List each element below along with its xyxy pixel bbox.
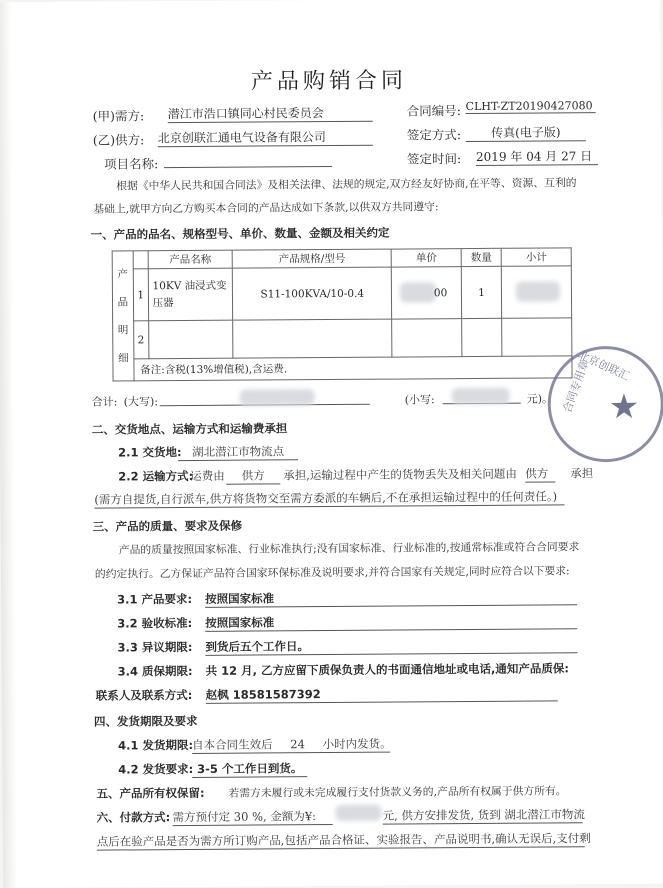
ownership-text: 若需方未履行或未完成履行支付货款义务的,产品所有权属于供方所有。 — [228, 784, 567, 800]
contract-no-value: CLHT-ZT20190427080 — [466, 99, 596, 114]
product-req-label: 3.1 产品要求: — [117, 591, 193, 607]
row-qty: 1 — [461, 266, 502, 318]
header-qty: 数量 — [461, 248, 501, 266]
acceptance-value: 按照国家标准 — [205, 612, 577, 632]
header-name: 产品名称 — [148, 250, 233, 269]
transport-party-2: 供方 — [525, 465, 555, 482]
ship-req-value: 3-5 个工作日到货。 — [192, 760, 307, 778]
sign-time-label: 签定时间: — [406, 151, 462, 167]
row-index: 1 — [133, 269, 148, 321]
contract-no-label: 合同编号: — [406, 103, 461, 119]
seal-star-icon: ★ — [608, 386, 640, 428]
delivery-place-label: 2.1 交货地: — [118, 445, 182, 460]
section-5-title: 五、产品所有权保留: — [96, 785, 205, 801]
party-b-label: (乙)供方: — [92, 132, 145, 148]
project-label: 项目名称: — [103, 156, 159, 172]
sign-time-value: 2019 年 04 月 27 日 — [476, 147, 598, 166]
payment-line-1a: 需方预付定 30 %, 金额为¥: — [173, 808, 333, 826]
header-subtotal: 小计 — [501, 248, 571, 266]
redacted-payment-amount — [336, 805, 382, 821]
warranty-value: 共 12 月, 乙方应留下质保负责人的书面通信地址或电话,通知产品质保: — [205, 661, 569, 678]
redacted-price — [400, 282, 436, 302]
contact-value: 赵枫 18581587392 — [206, 684, 558, 703]
total-lower-label: (小写: — [404, 393, 435, 407]
section-3-title: 三、产品的质量、要求及保修 — [92, 518, 243, 534]
seal-text-bottom: 合同专用章 — [560, 358, 592, 415]
product-req-value: 按照国家标准 — [205, 588, 577, 608]
header-spec: 产品规格/型号 — [233, 249, 392, 268]
delivery-place-value: 湖北潜江市物流点 — [178, 443, 298, 461]
quality-para-1: 产品的质量按照国家标准、行业标准执行;没有国家标准、行业标准的,按通常标准或符合合同要求 — [118, 540, 580, 557]
product-table — [112, 247, 573, 381]
redacted-subtotal — [516, 281, 560, 301]
preamble-line-2: 基础上,就甲方向乙方购买本合同的产品达成如下条款,以供双方共同遵守: — [93, 200, 439, 216]
payment-line-1b: 元, 供方安排发货, 货到 湖北潜江市物流 — [382, 807, 585, 823]
warranty-label: 3.4 质保期限: — [117, 663, 193, 679]
row-spec: S11-100KVA/10-0.4 — [233, 267, 392, 320]
transport-party-1: 供方 — [226, 467, 280, 484]
table-row — [112, 266, 571, 321]
section-4-title: 四、发货期限及要求 — [93, 713, 198, 729]
redacted-total-upper — [240, 389, 315, 406]
objection-value: 到货后五个工作日。 — [205, 636, 577, 656]
ship-period-line: 自本合同生效后 24 小时内发货。 — [192, 736, 392, 752]
transport-text-2: 承担,运输过程中产生的货物丢失及相关问题由 — [283, 466, 517, 483]
preamble-line-1: 根据《中华人民共和国合同法》及相关法律、法规的规定,双方经友好协商,在平等、资源、互利的 — [116, 176, 577, 193]
section-2-title: 二、交货地点、运输方式和运输费承担 — [91, 421, 288, 437]
total-label: 合计: — [91, 395, 118, 409]
party-a-value: 潜江市浩口镇同心村民委员会 — [168, 104, 373, 123]
acceptance-label: 3.2 验收标准: — [117, 615, 193, 631]
party-b-value: 北京创联汇通电气设备有限公司 — [158, 128, 373, 148]
total-upper-label: (大写): — [123, 395, 159, 409]
table-row — [113, 318, 572, 359]
header-price: 单价 — [391, 249, 461, 267]
seal-text-top: 北京创联汇 — [576, 348, 632, 383]
transport-label: 2.2 运输方式: — [118, 468, 194, 484]
row-price: 00 — [392, 267, 462, 319]
ship-req-label: 4.2 发货要求: — [118, 761, 194, 777]
row-index: 2 — [133, 321, 148, 359]
company-seal — [547, 346, 663, 463]
document-title: 产品购销合同 — [250, 68, 408, 95]
row-product-name: 10KV 油浸式变 压器 — [148, 268, 233, 321]
payment-line-2: 点后在验产品是否为需方所订购产品,包括产品合格证、实验报告、产品说明书,确认无误后,支付剩 — [96, 831, 591, 849]
transport-text-1: 运费由 — [190, 468, 225, 483]
section-6-title: 六、付款方式: — [96, 810, 171, 825]
transport-text-3: 承担 — [570, 466, 594, 481]
party-a-label: (甲)需方: — [92, 108, 145, 124]
contact-label: 联系人及联系方式: — [95, 687, 193, 703]
section-1-title: 一、产品的品名、规格型号、单价、数量、金额及相关约定 — [90, 225, 390, 242]
quality-para-2: 的约定执行。乙方保证产品符合国家环保标准及说明要求,并符合国家有关规定,同时应符合以下要求: — [94, 564, 570, 581]
ship-period-label: 4.1 发货期限: — [118, 737, 194, 753]
objection-label: 3.3 异议期限: — [117, 639, 193, 655]
sign-method-value: 传真(电子版) — [466, 123, 586, 142]
page-shadow — [0, 2, 17, 888]
total-yuan: 元)。 — [526, 392, 554, 406]
project-value — [164, 152, 332, 168]
table-side-label: 产 品 明 细 — [112, 251, 134, 381]
row-subtotal — [502, 266, 572, 318]
transport-note: (需方自提货,自行派车,供方将货物交至需方委派的车辆后,不在承担运输过程中的任何责任。) — [94, 488, 564, 508]
table-note: 备注:含税(13%增值税),含运费. — [134, 356, 572, 381]
sign-method-label: 签定方式: — [406, 127, 462, 143]
redacted-total-lower — [452, 388, 510, 404]
